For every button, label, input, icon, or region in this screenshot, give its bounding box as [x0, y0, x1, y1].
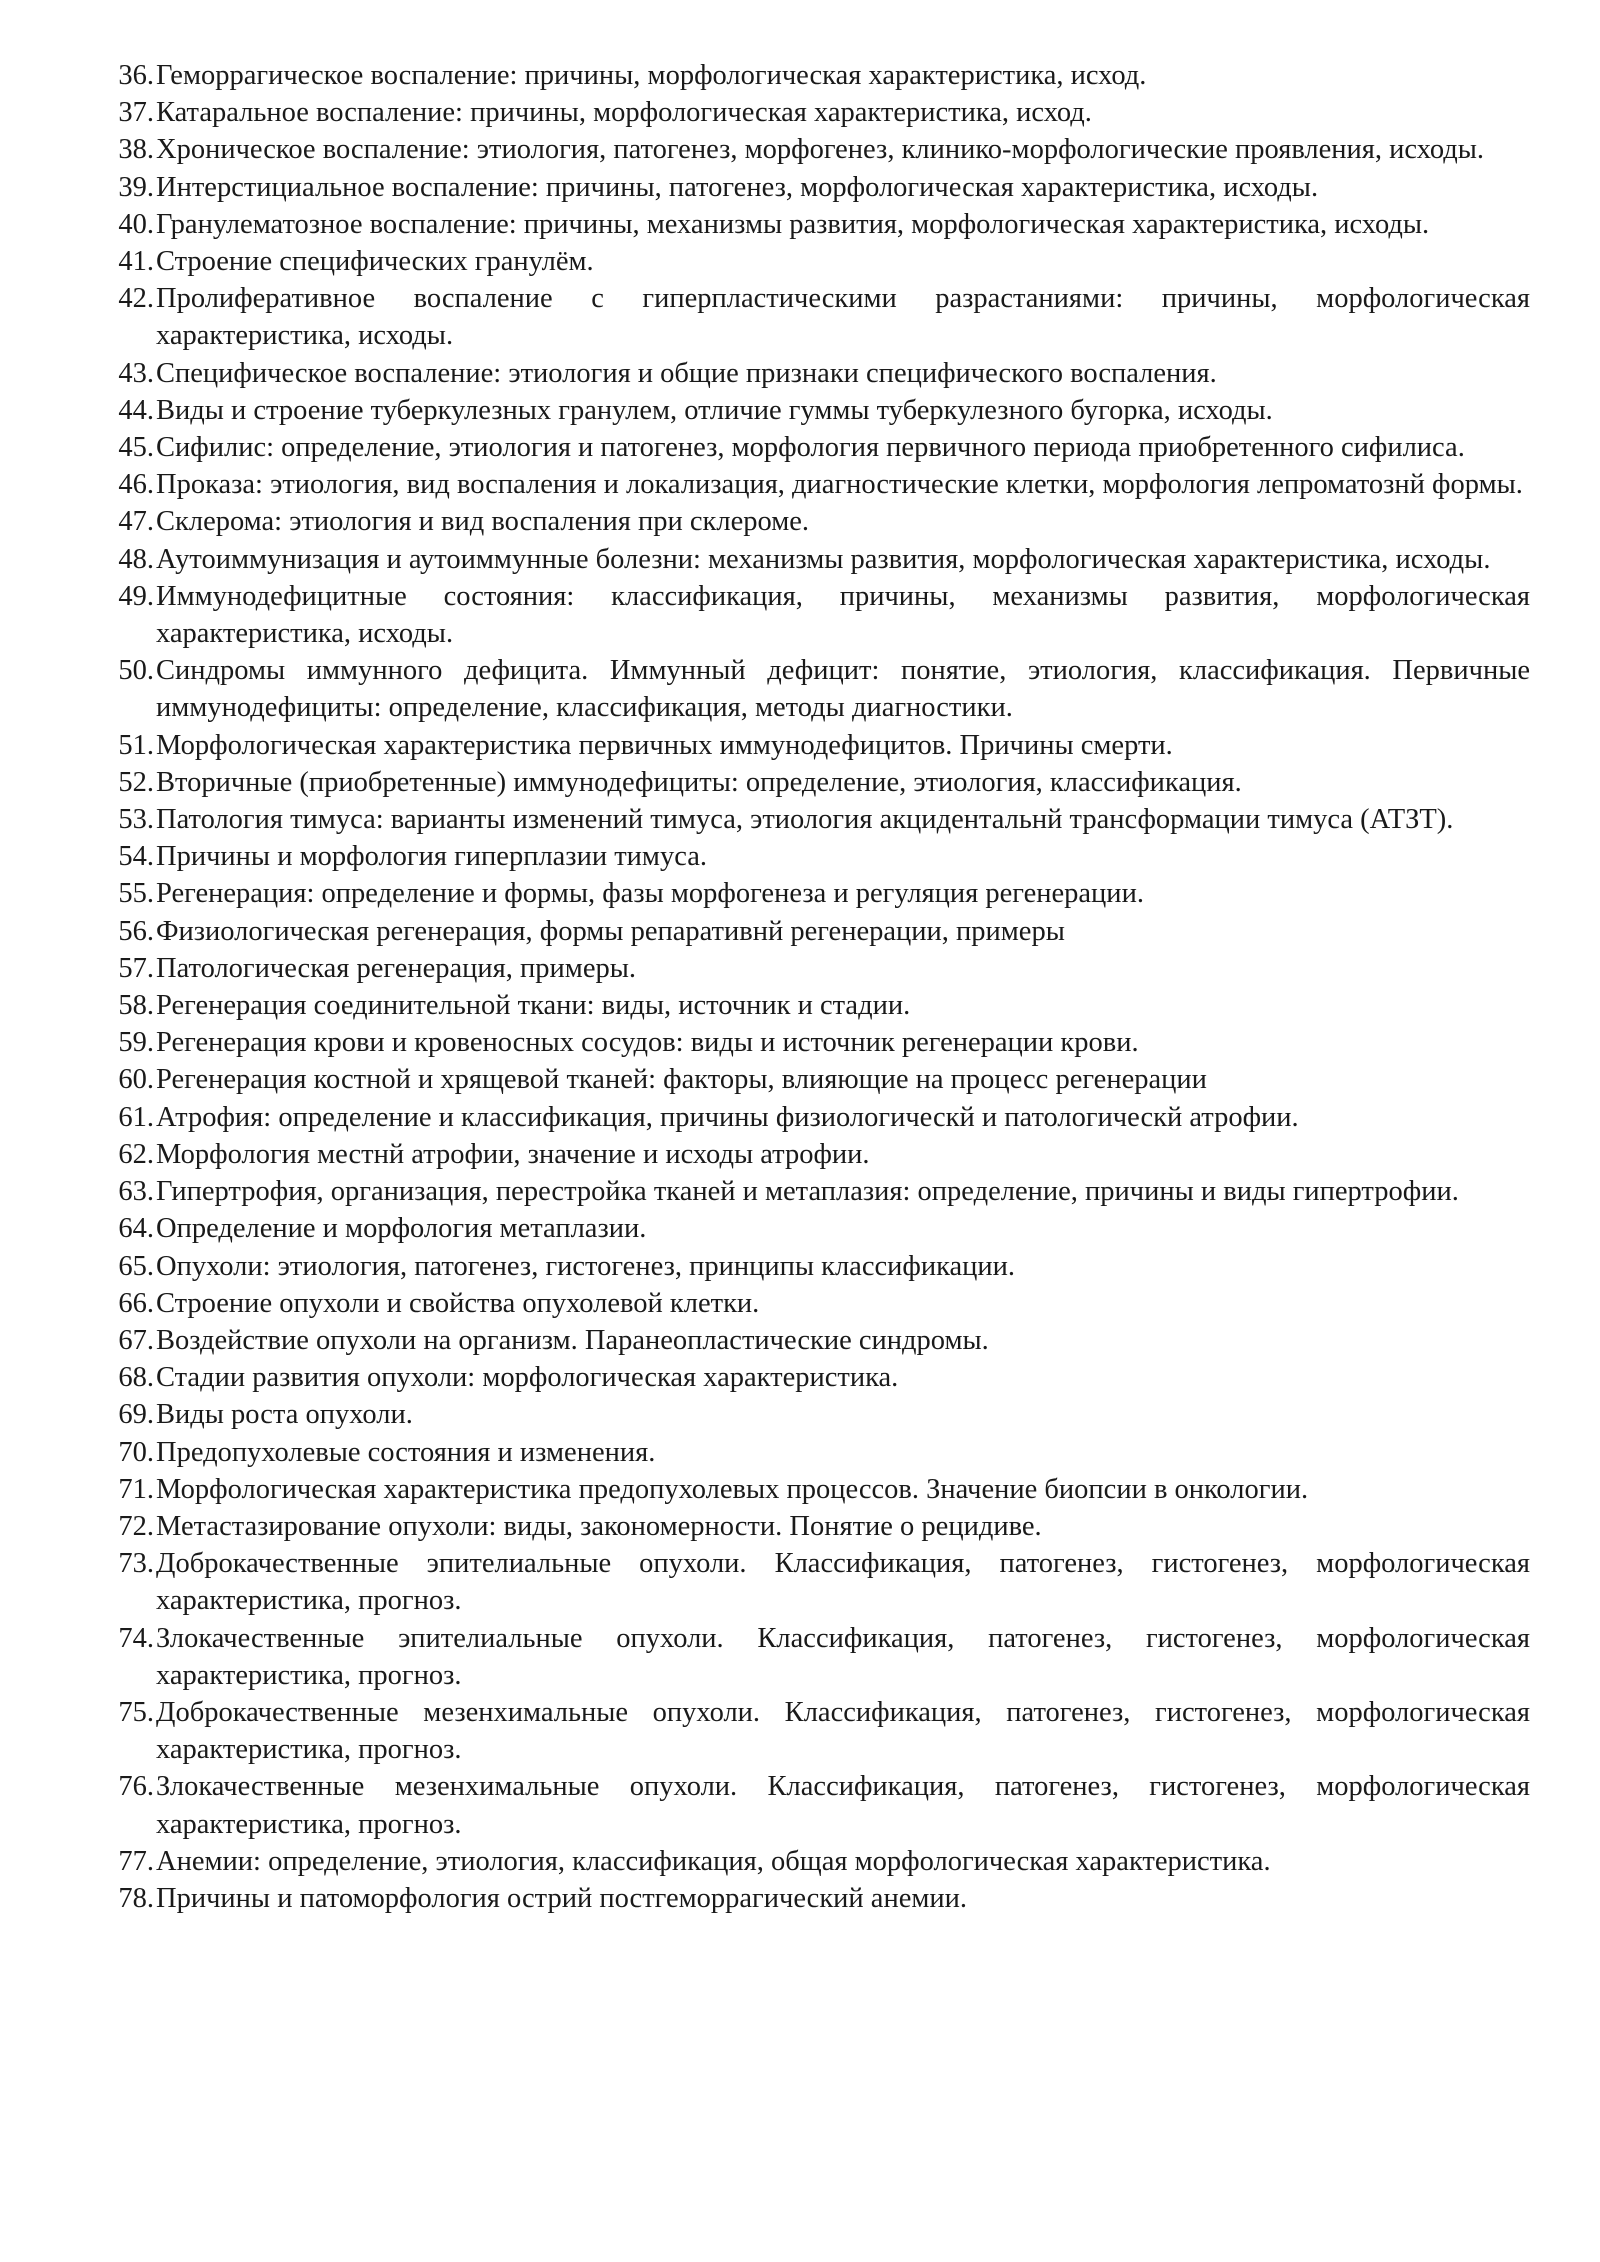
list-item	[100, 541, 1530, 578]
item-text: Доброкачественные мезенхимальные опухоли. Классификация, патогенез, гистогенез, морфологическая характеристика, прогноз.	[156, 1696, 1530, 1766]
item-number: 52.	[118, 766, 154, 798]
list-item	[100, 1136, 1530, 1173]
item-number: 74.	[118, 1622, 154, 1654]
list-item	[100, 1434, 1530, 1471]
list-item	[100, 987, 1530, 1024]
list-item	[100, 1359, 1530, 1396]
item-number: 76.	[118, 1771, 154, 1803]
list-item	[100, 1508, 1530, 1545]
list-item	[100, 1099, 1530, 1136]
item-text: Злокачественные мезенхимальные опухоли. Классификация, патогенез, гистогенез, морфологическая характеристика, прогноз.	[156, 1771, 1530, 1840]
item-number: 73.	[118, 1548, 154, 1580]
item-text: Предопухолевые состояния и изменения.	[156, 1436, 656, 1468]
item-number: 43.	[118, 357, 154, 389]
list-item	[100, 1024, 1530, 1061]
item-number: 39.	[118, 171, 154, 203]
list-item	[100, 578, 1530, 652]
item-text: Геморрагическое воспаление: причины, морфологическая характеристика, исход.	[156, 60, 1147, 91]
list-item	[100, 1061, 1530, 1098]
list-item	[100, 1396, 1530, 1433]
item-text: Физиологическая регенерация, формы репаративнй регенерации, примеры	[156, 915, 1065, 947]
item-text: Регенерация крови и кровеносных сосудов: виды и источник регенерации крови.	[156, 1027, 1139, 1059]
list-item	[100, 1285, 1530, 1322]
item-number: 42.	[118, 283, 154, 315]
list-item	[100, 913, 1530, 950]
item-text: Опухоли: этиология, патогенез, гистогенез, принципы классификации.	[156, 1250, 1016, 1282]
list-item	[100, 1843, 1530, 1880]
item-text: Воздействие опухоли на организм. Паранеопластические синдромы.	[156, 1324, 989, 1356]
item-text: Специфическое воспаление: этиология и общие признаки специфического воспаления.	[156, 357, 1217, 389]
item-text: Регенерация: определение и формы, фазы морфогенеза и регуляция регенерации.	[156, 878, 1144, 910]
list-item	[100, 94, 1530, 131]
list-item	[100, 169, 1530, 206]
item-text: Доброкачественные эпителиальные опухоли. Классификация, патогенез, гистогенез, морфологическая характеристика, прогноз.	[156, 1548, 1530, 1617]
item-text: Метастазирование опухоли: виды, закономерности. Понятие о рецидиве.	[156, 1510, 1042, 1542]
item-text: Гипертрофия, организация, перестройка тканей и метаплазия: определение, причины и виды гипертрофии.	[156, 1176, 1459, 1208]
item-text: Определение и морфология метаплазии.	[156, 1213, 647, 1245]
item-number: 38.	[118, 134, 154, 166]
list-item	[100, 1173, 1530, 1210]
item-number: 67.	[118, 1324, 154, 1356]
item-text: Регенерация соединительной ткани: виды, источник и стадии.	[156, 990, 911, 1022]
item-number: 75.	[118, 1696, 154, 1728]
item-number: 59.	[118, 1027, 154, 1059]
item-number: 72.	[118, 1510, 154, 1542]
item-number: 51.	[118, 729, 154, 761]
item-number: 60.	[118, 1064, 154, 1096]
item-number: 58.	[118, 990, 154, 1022]
item-number: 66.	[118, 1287, 154, 1319]
item-number: 44.	[118, 394, 154, 426]
item-number: 37.	[118, 97, 154, 129]
item-number: 70.	[118, 1436, 154, 1468]
item-number: 54.	[118, 841, 154, 873]
item-number: 53.	[118, 804, 154, 836]
list-item	[100, 243, 1530, 280]
item-number: 57.	[118, 952, 154, 984]
list-item	[100, 131, 1530, 168]
item-text: Синдромы иммунного дефицита. Иммунный дефицит: понятие, этиология, классификация. Первичные иммунодефициты: определение, классификация, методы диагностики.	[156, 655, 1530, 724]
item-number: 40.	[118, 208, 154, 240]
item-number: 56.	[118, 915, 154, 947]
item-text: Морфологическая характеристика предопухолевых процессов. Значение биопсии в онкологии.	[156, 1473, 1309, 1505]
item-text: Морфологическая характеристика первичных иммунодефицитов. Причины смерти.	[156, 729, 1173, 761]
item-number: 36.	[118, 60, 154, 91]
item-number: 55.	[118, 878, 154, 910]
list-item	[100, 801, 1530, 838]
item-number: 63.	[118, 1176, 154, 1208]
item-text: Морфология местнй атрофии, значение и исходы атрофии.	[156, 1138, 870, 1170]
item-number: 71.	[118, 1473, 154, 1505]
item-text: Виды и строение туберкулезных гранулем, отличие гуммы туберкулезного бугорка, исходы.	[156, 394, 1273, 426]
list-item	[100, 1471, 1530, 1508]
item-number: 78.	[118, 1882, 154, 1914]
list-item	[100, 875, 1530, 912]
item-text: Гранулематозное воспаление: причины, механизмы развития, морфологическая характеристика, исходы.	[156, 208, 1430, 240]
item-number: 50.	[118, 655, 154, 687]
list-item	[100, 1210, 1530, 1247]
item-number: 77.	[118, 1845, 154, 1877]
list-item	[100, 950, 1530, 987]
item-number: 62.	[118, 1138, 154, 1170]
item-text: Пролиферативное воспаление с гиперпластическими разрастаниями: причины, морфологическая характеристика, исходы.	[156, 283, 1530, 352]
list-item	[100, 503, 1530, 540]
item-text: Патологическая регенерация, примеры.	[156, 952, 636, 984]
list-item	[100, 764, 1530, 801]
item-number: 65.	[118, 1250, 154, 1282]
list-item	[100, 206, 1530, 243]
item-number: 46.	[118, 469, 154, 501]
item-text: Стадии развития опухоли: морфологическая характеристика.	[156, 1362, 899, 1394]
list-item	[100, 652, 1530, 726]
list-item	[100, 727, 1530, 764]
item-text: Злокачественные эпителиальные опухоли. Классификация, патогенез, гистогенез, морфологическая характеристика, прогноз.	[156, 1622, 1530, 1691]
list-item	[100, 1248, 1530, 1285]
list-item	[100, 838, 1530, 875]
item-text: Атрофия: определение и классификация, причины физиологическй и патологическй атрофии.	[156, 1101, 1299, 1133]
item-number: 47.	[118, 506, 154, 538]
item-number: 64.	[118, 1213, 154, 1245]
item-text: Патология тимуса: варианты изменений тимуса, этиология акцидентальнй трансформации тимуса (АТЗТ).	[156, 804, 1454, 836]
item-text: Вторичные (приобретенные) иммунодефициты: определение, этиология, классификация.	[156, 766, 1242, 798]
list-item	[100, 1322, 1530, 1359]
list-item	[100, 1880, 1530, 1917]
item-text: Аутоиммунизация и аутоиммунные болезни: механизмы развития, морфологическая характеристика, исходы.	[156, 543, 1491, 575]
item-text: Регенерация костной и хрящевой тканей: факторы, влияющие на процесс регенерации	[156, 1064, 1207, 1096]
item-text: Строение опухоли и свойства опухолевой клетки.	[156, 1287, 760, 1319]
item-text: Проказа: этиология, вид воспаления и локализация, диагностические клетки, морфология лепроматознй формы.	[156, 469, 1523, 501]
item-number: 48.	[118, 543, 154, 575]
item-text: Причины и морфология гиперплазии тимуса.	[156, 841, 707, 873]
list-item	[100, 57, 1530, 94]
item-text: Анемии: определение, этиология, классификация, общая морфологическая характеристика.	[156, 1845, 1271, 1877]
item-text: Интерстициальное воспаление: причины, патогенез, морфологическая характеристика, исходы.	[156, 171, 1319, 203]
item-number: 69.	[118, 1399, 154, 1431]
item-number: 68.	[118, 1362, 154, 1394]
list-item	[100, 1694, 1530, 1768]
item-text: Хроническое воспаление: этиология, патогенез, морфогенез, клинико-морфологические проявления, исходы.	[156, 134, 1485, 166]
list-item	[100, 1768, 1530, 1842]
item-number: 61.	[118, 1101, 154, 1133]
exam-question-list	[100, 57, 1530, 1917]
item-number: 49.	[118, 580, 154, 612]
item-text: Строение специфических гранулём.	[156, 246, 594, 278]
list-item	[100, 1545, 1530, 1619]
list-item	[100, 466, 1530, 503]
list-item	[100, 429, 1530, 466]
item-text: Иммунодефицитные состояния: классификация, причины, механизмы развития, морфологическая характеристика, исходы.	[156, 580, 1530, 650]
item-text: Причины и патоморфология острий постгеморрагический анемии.	[156, 1882, 968, 1914]
item-number: 41.	[118, 246, 154, 278]
item-text: Склерома: этиология и вид воспаления при склероме.	[156, 506, 810, 538]
list-item	[100, 1620, 1530, 1694]
list-item	[100, 392, 1530, 429]
item-text: Сифилис: определение, этиология и патогенез, морфология первичного периода приобретенного сифилиса.	[156, 432, 1465, 464]
item-text: Катаральное воспаление: причины, морфологическая характеристика, исход.	[156, 97, 1092, 129]
list-item	[100, 355, 1530, 392]
item-number: 45.	[118, 432, 154, 464]
item-text: Виды роста опухоли.	[156, 1399, 413, 1431]
list-item	[100, 280, 1530, 354]
